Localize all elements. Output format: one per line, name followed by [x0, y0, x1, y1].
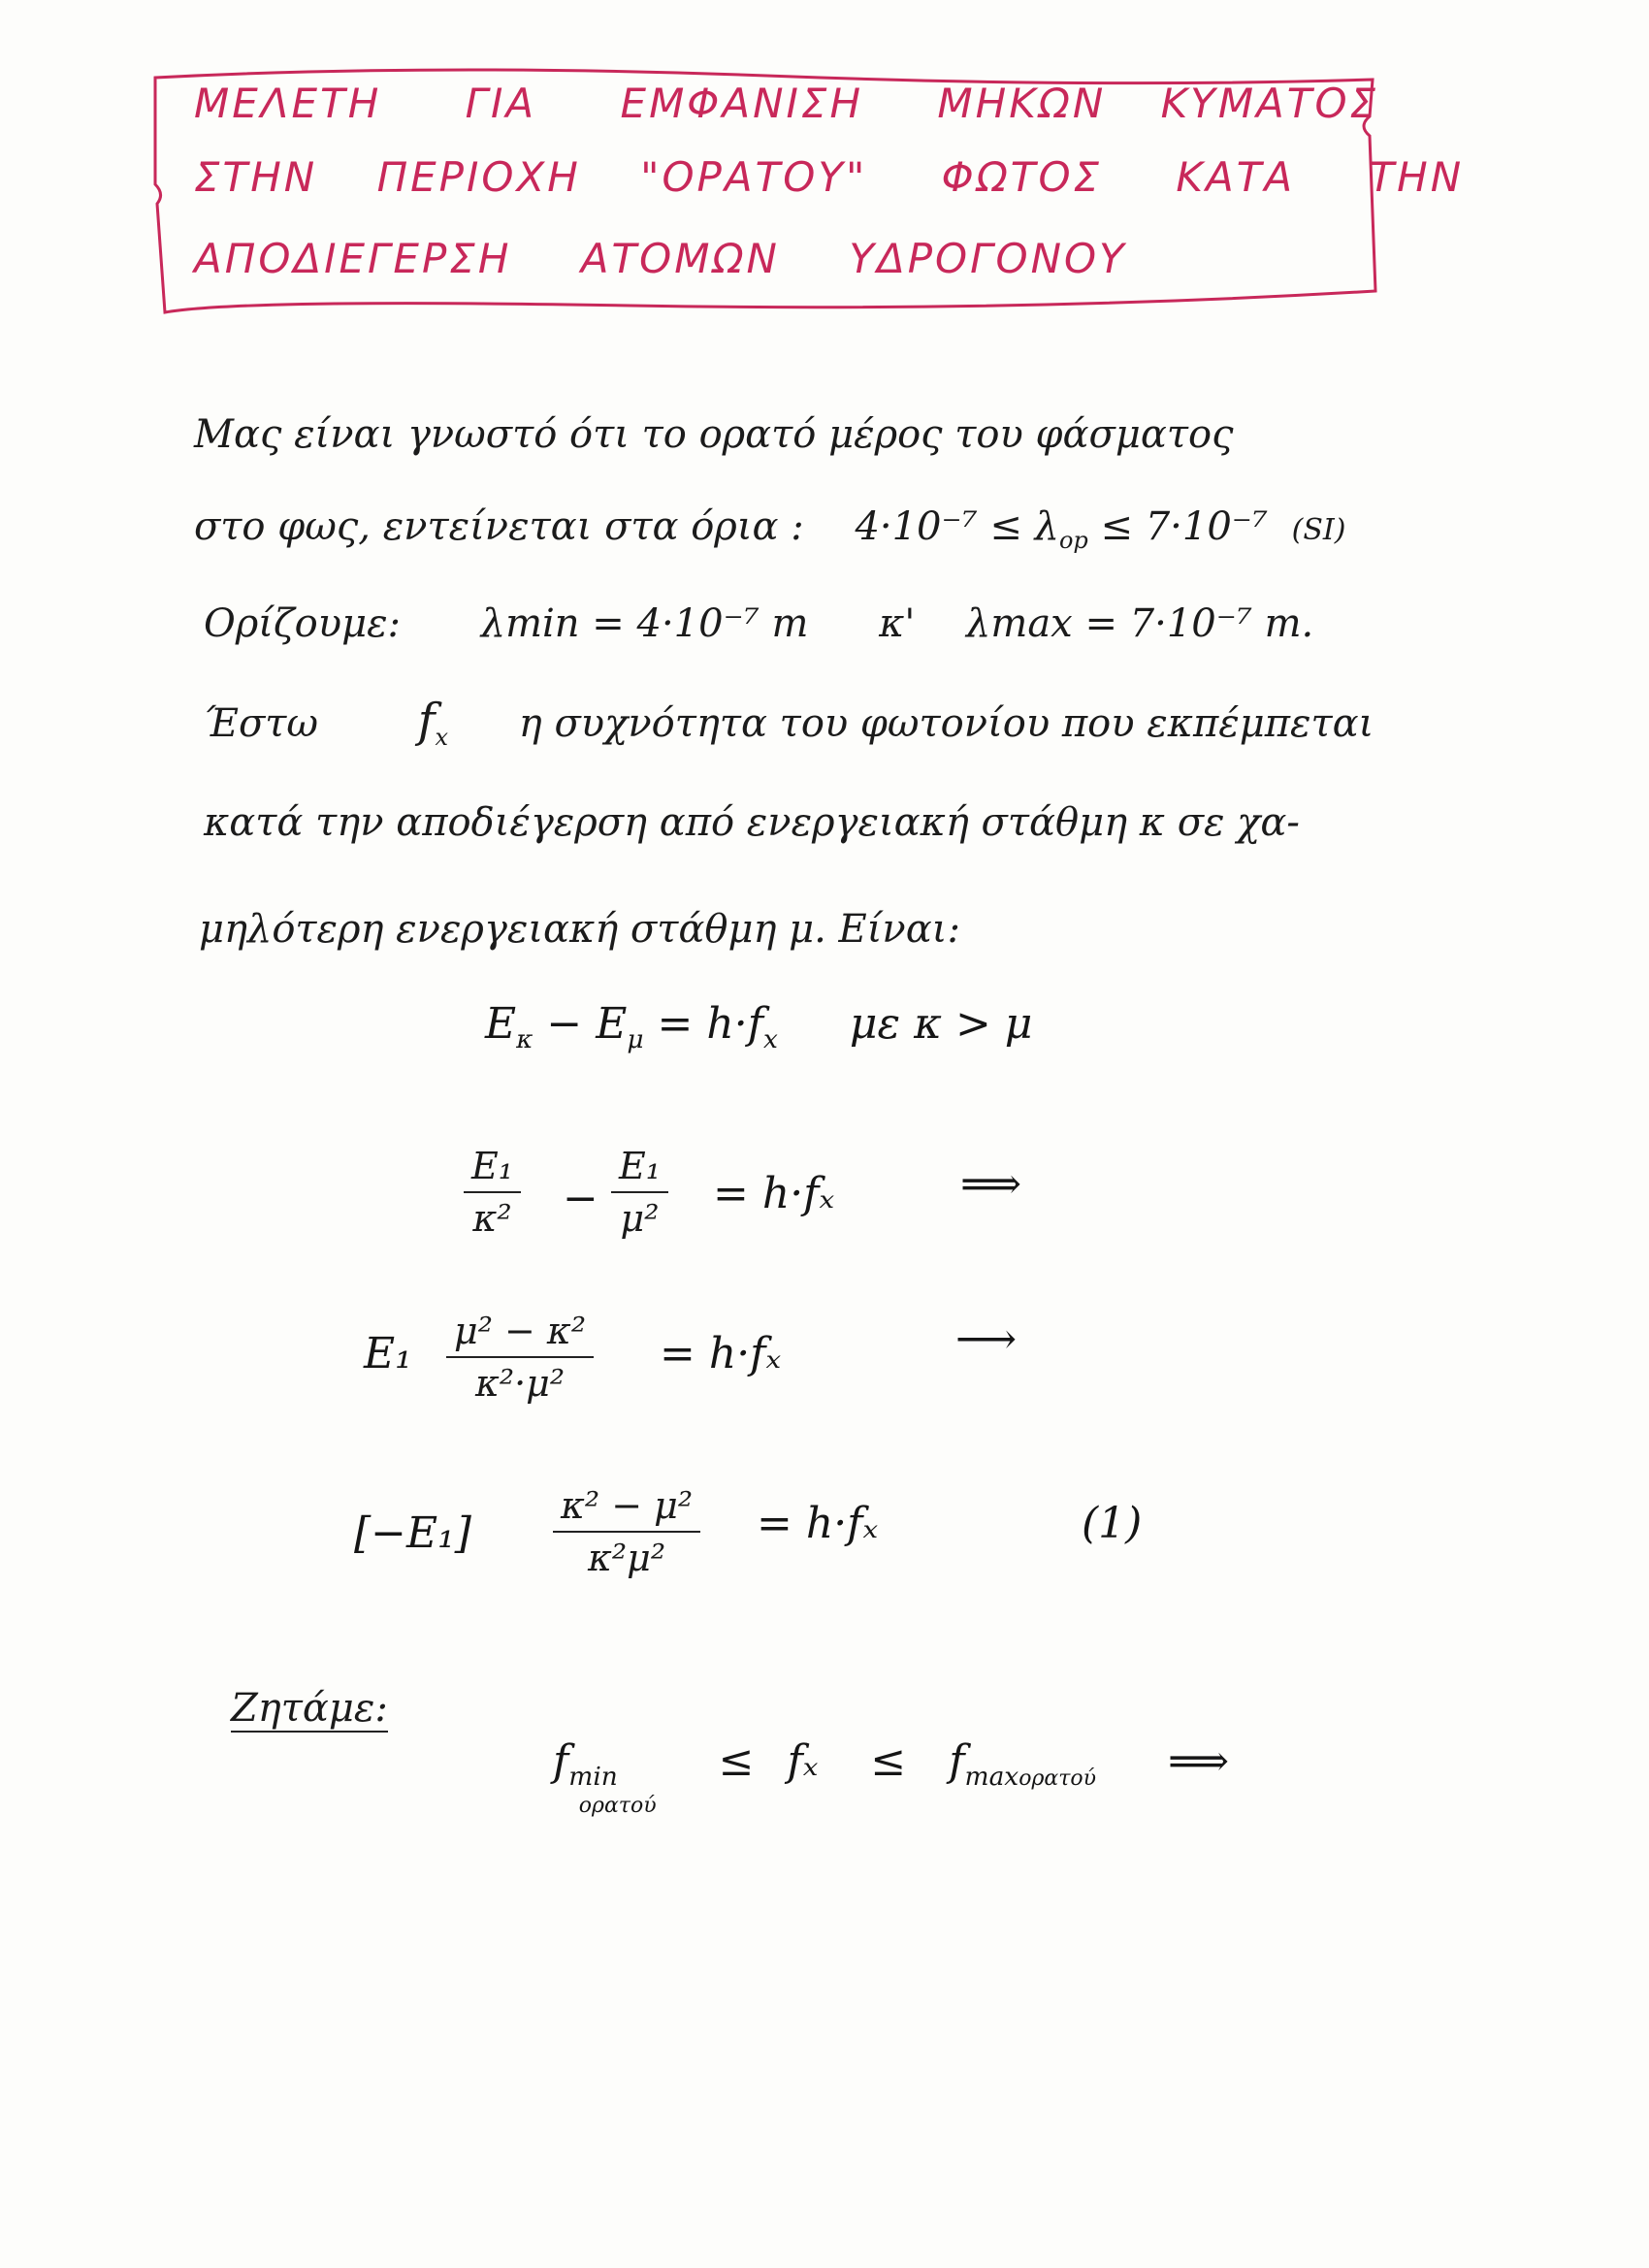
title-word: ΑΠΟΔΙΕΓΕΡΣΗ — [194, 235, 512, 282]
minus-sign: − — [563, 1174, 598, 1223]
text-line-5: κατά την αποδιέγερση από ενεργειακή στάθμη κ σε χα- — [204, 800, 1300, 845]
text-line-3 — [204, 601, 1313, 646]
fraction-denominator: κ²·μ² — [474, 1362, 566, 1405]
right-arrow: ⟶ — [955, 1314, 1018, 1364]
f-min-symbol: f — [553, 1736, 569, 1786]
lambda-min: λmin = 4·10⁻⁷ m — [480, 601, 809, 646]
fraction-denominator: μ² — [620, 1197, 660, 1240]
eq-symbol: = h·f — [643, 999, 764, 1049]
fraction-numerator: κ² − μ² — [553, 1484, 700, 1533]
le-sign: ≤ — [718, 1736, 755, 1786]
text-span: η συχνότητα του φωτονίου που εκπέμπεται — [518, 701, 1374, 746]
equation-tag: (1) — [1082, 1499, 1143, 1548]
f-max-subscript: max — [964, 1761, 1019, 1792]
lambda-max: λmax = 7·10⁻⁷ m. — [966, 601, 1314, 646]
title-word: ΠΕΡΙΟΧΗ — [376, 153, 581, 201]
title-word: ΓΙΑ — [465, 80, 537, 127]
fraction-eq4 — [553, 1484, 700, 1579]
implies-arrow: ⟹ — [1168, 1736, 1230, 1786]
equation-1 — [485, 999, 1032, 1054]
title-word: ΕΜΦΑΝΙΣΗ — [620, 80, 864, 127]
eq-subscript: μ — [627, 1023, 644, 1054]
fraction-numerator: E₁ — [464, 1145, 521, 1193]
lambda-subscript: op — [1058, 527, 1088, 554]
fraction-denominator: κ² — [472, 1197, 512, 1240]
title-word: ΤΗΝ — [1369, 153, 1465, 201]
eq-subscript: κ — [516, 1023, 534, 1054]
seek-label: Ζητάμε: — [231, 1686, 388, 1731]
fraction-eq3 — [446, 1310, 594, 1405]
text-line-2 — [194, 504, 1345, 554]
equation-3-prefix: E₁ — [364, 1329, 412, 1378]
title-word: ΑΤΟΜΩΝ — [580, 235, 780, 282]
eq-subscript: x — [763, 1023, 778, 1054]
title-word: ΚΑΤΑ — [1176, 153, 1296, 201]
fx-symbol: f — [417, 694, 436, 748]
text-span: στο φως, εντείνεται στα όρια : — [194, 504, 804, 549]
eq-condition: με κ > μ — [849, 999, 1033, 1049]
fraction-numerator: E₁ — [611, 1145, 668, 1193]
equation-4-prefix: [−E₁] — [354, 1508, 471, 1558]
f-max-subscript-2: ορατού — [1018, 1766, 1097, 1791]
title-word: ΚΥΜΑΤΟΣ — [1160, 80, 1379, 127]
f-max-symbol: f — [949, 1736, 965, 1786]
and-word: κ' — [879, 601, 916, 646]
le-sign: ≤ — [870, 1736, 907, 1786]
range-upper: ≤ 7·10⁻⁷ — [1100, 504, 1268, 549]
title-word: ΜΕΛΕΤΗ — [194, 80, 382, 127]
fx-symbol: fₓ — [787, 1736, 819, 1786]
eq-symbol: E — [485, 999, 517, 1049]
implies-arrow: ⟹ — [960, 1159, 1022, 1209]
fraction-e1-k2 — [464, 1145, 521, 1240]
equation-3-rhs: = h·fₓ — [660, 1329, 782, 1378]
equation-4-rhs: = h·fₓ — [757, 1499, 879, 1548]
title-box — [146, 58, 1465, 320]
range-lower: 4·10⁻⁷ ≤ λ — [855, 504, 1059, 549]
text-line-1: Μας είναι γνωστό ότι το ορατό μέρος του φάσματος — [194, 412, 1234, 457]
define-label: Ορίζουμε: — [204, 601, 402, 646]
title-word: ΣΤΗΝ — [194, 153, 318, 201]
f-min-subscript: min — [568, 1761, 618, 1792]
title-word: ΦΩΤΟΣ — [941, 153, 1103, 201]
fraction-e1-m2 — [611, 1145, 668, 1240]
fraction-numerator: μ² − κ² — [446, 1310, 594, 1358]
fraction-denominator: κ²μ² — [588, 1537, 666, 1579]
eq-symbol: − E — [533, 999, 628, 1049]
text-line-4 — [204, 694, 1374, 751]
text-line-6: μηλότερη ενεργειακή στάθμη μ. Είναι: — [199, 907, 960, 952]
title-word: ΥΔΡΟΓΟΝΟΥ — [849, 235, 1127, 282]
title-word: "ΟΡΑΤΟΥ" — [640, 153, 868, 201]
fx-subscript: x — [435, 724, 449, 751]
title-line-1 — [194, 80, 1378, 127]
text-span: Έστω — [204, 701, 319, 746]
f-min-subscript-2: ορατού — [578, 1793, 657, 1818]
equation-2-rhs: = h·fₓ — [713, 1169, 835, 1218]
title-line-2 — [194, 153, 1464, 201]
title-line-3 — [194, 235, 1127, 282]
unit-label: (SI) — [1291, 513, 1346, 547]
title-word: ΜΗΚΩΝ — [937, 80, 1107, 127]
